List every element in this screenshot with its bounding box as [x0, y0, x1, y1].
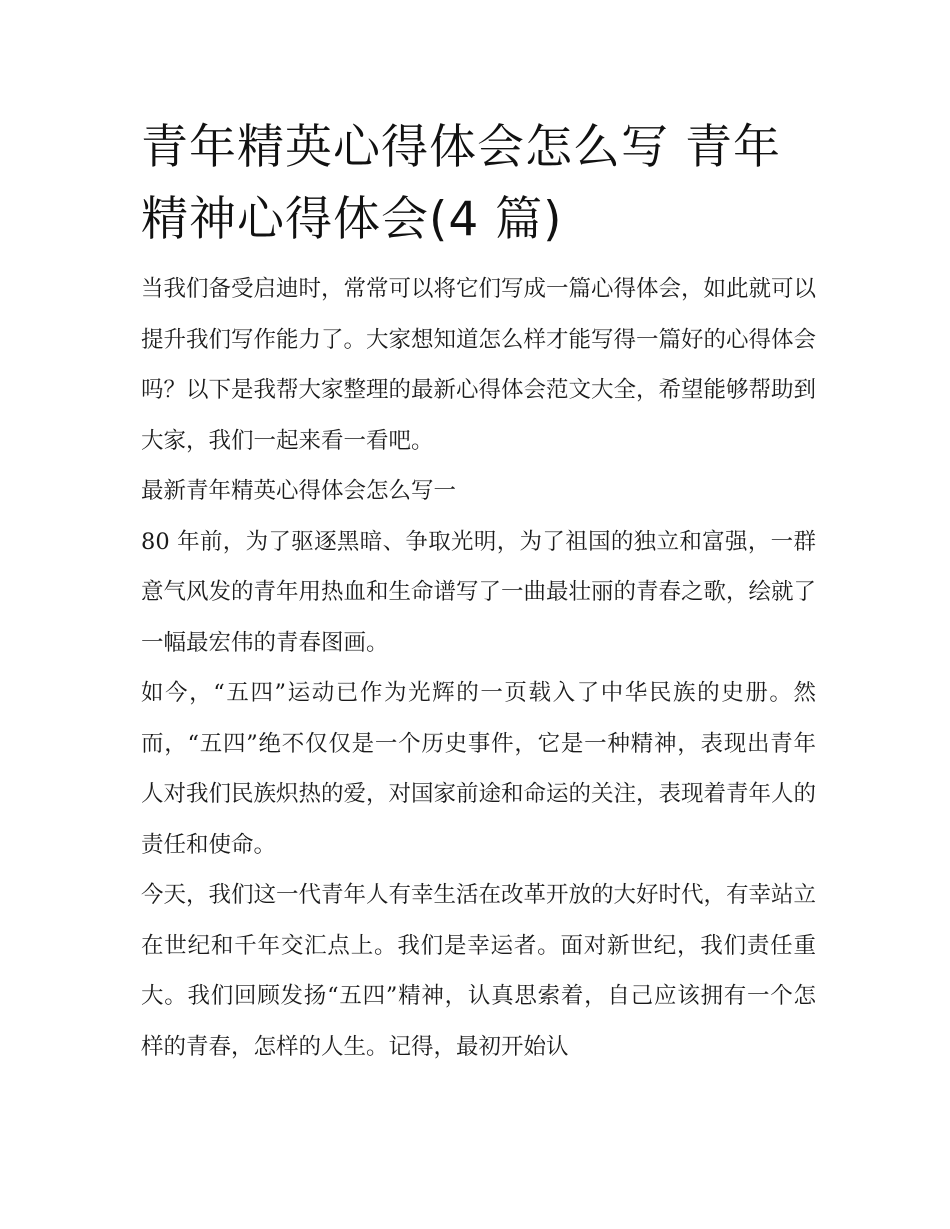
document-title: 青年精英心得体会怎么写 青年精神心得体会(4 篇): [141, 120, 781, 247]
document-content: [141, 112, 816, 1072]
body-paragraph-1: 80 年前，为了驱逐黑暗、争取光明，为了祖国的独立和富强，一群意气风发的青年用热血和生命谱写了一曲最壮丽的青春之歌，绘就了一幅最宏伟的青春图画。: [141, 528, 817, 656]
body-paragraph-3: 今天，我们这一代青年人有幸生活在改革开放的大好时代，有幸站立在世纪和千年交汇点上。我们是幸运者。面对新世纪，我们责任重大。我们回顾发扬“五四”精神，认真思索着，自己应该拥有一个怎样的青春，怎样的人生。记得，最初开始认: [141, 882, 817, 1060]
section-heading: 最新青年精英心得体会怎么写一: [141, 478, 457, 504]
body-paragraph-2: 如今，“五四”运动已作为光辉的一页载入了中华民族的史册。然而，“五四”绝不仅仅是一个历史事件，它是一种精神，表现出青年人对我们民族炽热的爱，对国家前途和命运的关注，表现着青年人的责任和使命。: [141, 680, 817, 858]
intro-paragraph: 当我们备受启迪时，常常可以将它们写成一篇心得体会，如此就可以提升我们写作能力了。大家想知道怎么样才能写得一篇好的心得体会吗？以下是我帮大家整理的最新心得体会范文大全，希望能够帮助到大家，我们一起来看一看吧。: [141, 276, 817, 454]
